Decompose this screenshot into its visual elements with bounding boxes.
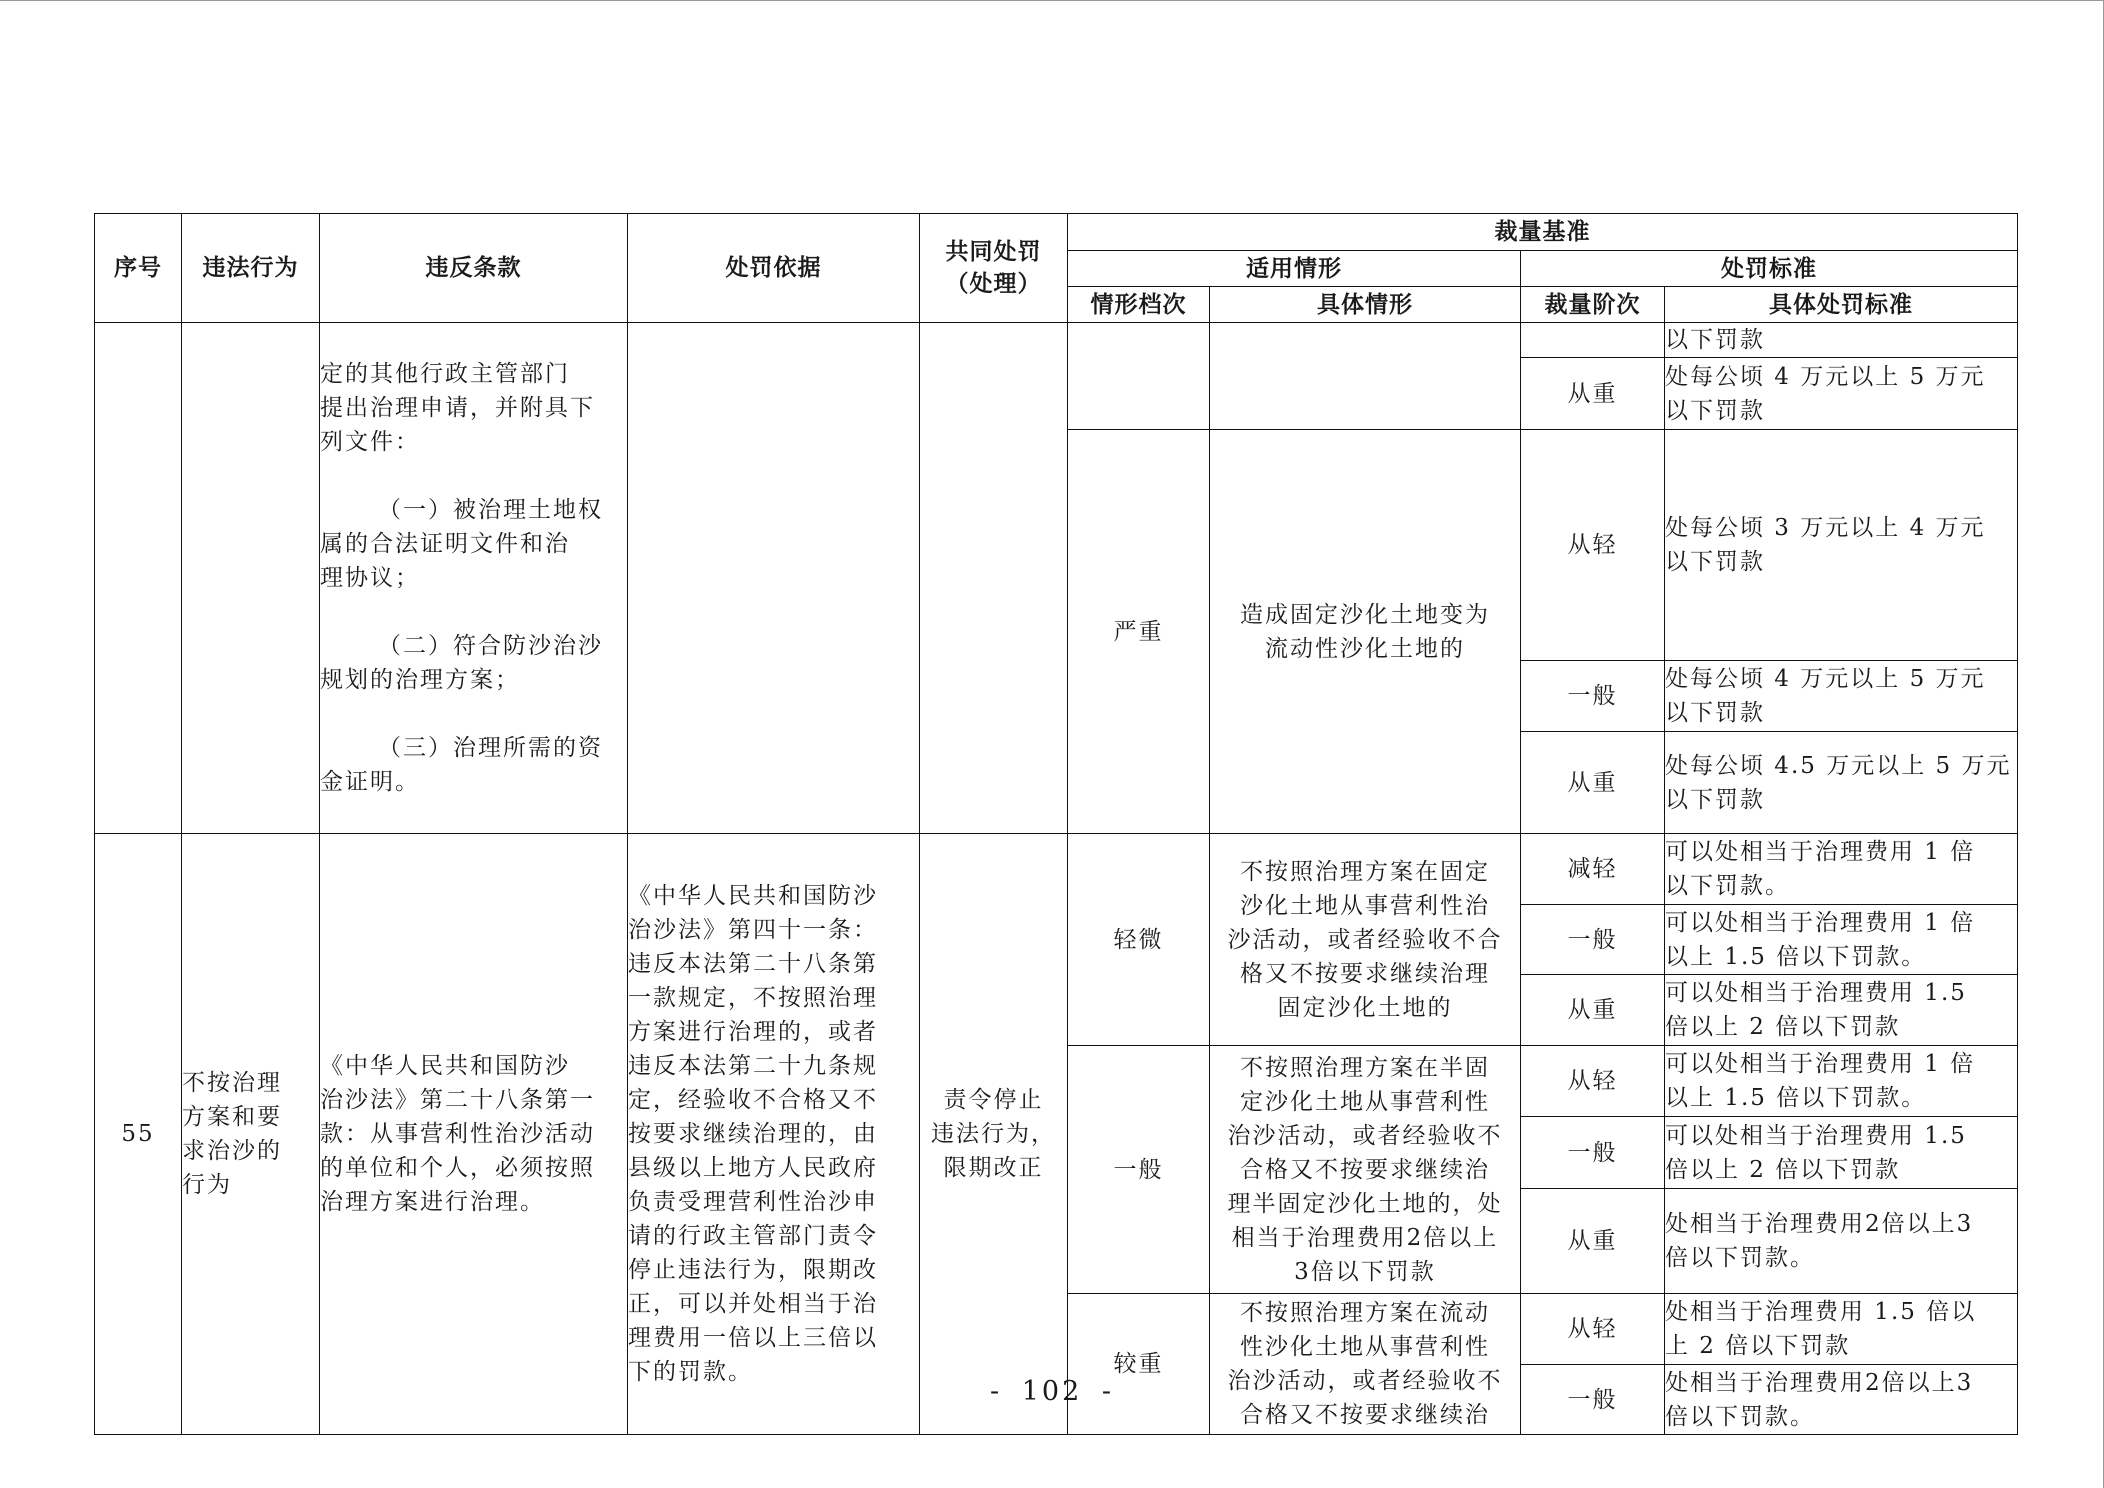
- standard-cell: 处每公顷 4.5 万元以上 5 万元 以下罚款: [1665, 732, 2018, 834]
- standard-cell: 以下罚款: [1665, 323, 2018, 358]
- header-applicable: 适用情形: [1068, 251, 1521, 287]
- item-55-violation: 不按治理 方案和要 求治沙的 行为: [182, 834, 320, 1435]
- standard-cell: 可以处相当于治理费用 1.5 倍以上 2 倍以下罚款: [1665, 975, 2018, 1046]
- grade-cell: 一般: [1521, 905, 1665, 975]
- grade-cell: 从轻: [1521, 430, 1665, 661]
- grade-cell: 一般: [1521, 661, 1665, 732]
- header-level: 情形档次: [1068, 287, 1210, 323]
- continued-index-cell: [95, 323, 182, 834]
- item-55-basis: 《中华人民共和国防沙 治沙法》第四十一条： 违反本法第二十八条第 一款规定，不按照治理 方案进行治理的，或者 违反本法第二十九条规 定，经验收不合格又不 按要求继续治理的，由 县级以上地方人民政府 负责受理营利性治沙申 请的行政主管部门责令 停止违法行为，限期改 正，可以并处相当于治 理费用一倍以上三倍以 下的罚款。: [628, 834, 920, 1435]
- continued-basis-cell: [628, 323, 920, 834]
- item-55-common-penalty: 责令停止 违法行为， 限期改正: [920, 834, 1068, 1435]
- grade-cell: 从轻: [1521, 1294, 1665, 1365]
- grade-cell: 从轻: [1521, 1046, 1665, 1117]
- standard-cell: 处每公顷 3 万元以上 4 万元 以下罚款: [1665, 430, 2018, 661]
- item-55-clause: 《中华人民共和国防沙 治沙法》第二十八条第一 款：从事营利性治沙活动 的单位和个人，必须按照 治理方案进行治理。: [320, 834, 628, 1435]
- penalty-discretion-table: [94, 213, 2018, 1435]
- header-index: 序号: [95, 214, 182, 323]
- situation-cell-serious: 不按照治理方案在流动 性沙化土地从事营利性 治沙活动，或者经验收不 合格又不按要求继续治: [1210, 1294, 1521, 1435]
- grade-cell: [1521, 323, 1665, 358]
- grade-cell: 一般: [1521, 1117, 1665, 1189]
- grade-cell: 从重: [1521, 975, 1665, 1046]
- level-cell-severe: 严重: [1068, 430, 1210, 834]
- level-cell-minor: 轻微: [1068, 834, 1210, 1046]
- continued-clause-paragraph: （一）被治理土地权 属的合法证明文件和治 理协议；: [320, 497, 603, 591]
- header-clause: 违反条款: [320, 214, 628, 323]
- header-situation: 具体情形: [1210, 287, 1521, 323]
- header-basis: 处罚依据: [628, 214, 920, 323]
- header-standard: 处罚标准: [1521, 251, 2018, 287]
- situation-cell-minor: 不按照治理方案在固定 沙化土地从事营利性治 沙活动，或者经验收不合 格又不按要求继续治理 固定沙化土地的: [1210, 834, 1521, 1046]
- grade-cell: 从重: [1521, 732, 1665, 834]
- continued-situation-cell: [1210, 323, 1521, 430]
- continued-level-cell: [1068, 323, 1210, 430]
- standard-cell: 处每公顷 4 万元以上 5 万元 以下罚款: [1665, 661, 2018, 732]
- standard-cell: 处相当于治理费用2倍以上3 倍以下罚款。: [1665, 1365, 2018, 1435]
- level-cell-serious: 较重: [1068, 1294, 1210, 1435]
- standard-cell: 可以处相当于治理费用 1.5 倍以上 2 倍以下罚款: [1665, 1117, 2018, 1189]
- standard-cell: 处每公顷 4 万元以上 5 万元 以下罚款: [1665, 358, 2018, 430]
- continued-violation-cell: [182, 323, 320, 834]
- continued-clause-cell: [320, 323, 628, 834]
- continued-common-cell: [920, 323, 1068, 834]
- header-detail: 具体处罚标准: [1665, 287, 2018, 323]
- situation-cell-severe: 造成固定沙化土地变为 流动性沙化土地的: [1210, 430, 1521, 834]
- header-common-penalty: 共同处罚 （处理）: [920, 214, 1068, 323]
- grade-cell: 减轻: [1521, 834, 1665, 905]
- standard-cell: 处相当于治理费用 1.5 倍以 上 2 倍以下罚款: [1665, 1294, 2018, 1365]
- continued-clause-paragraph: 定的其他行政主管部门 提出治理申请，并附具下 列文件：: [320, 361, 595, 455]
- grade-cell: 从重: [1521, 358, 1665, 430]
- continued-clause-paragraph: （二）符合防沙治沙 规划的治理方案；: [320, 633, 603, 693]
- standard-cell: 可以处相当于治理费用 1 倍 以上 1.5 倍以下罚款。: [1665, 905, 2018, 975]
- header-discretion: 裁量基准: [1068, 214, 2018, 251]
- situation-cell-general: 不按照治理方案在半固 定沙化土地从事营利性 治沙活动，或者经验收不 合格又不按要求继续治 理半固定沙化土地的，处 相当于治理费用2倍以上 3倍以下罚款: [1210, 1046, 1521, 1294]
- page-number: - 102 -: [990, 1376, 1114, 1407]
- standard-cell: 可以处相当于治理费用 1 倍 以下罚款。: [1665, 834, 2018, 905]
- continued-clause-paragraph: （三）治理所需的资 金证明。: [320, 735, 603, 795]
- standard-cell: 处相当于治理费用2倍以上3 倍以下罚款。: [1665, 1189, 2018, 1294]
- header-violation: 违法行为: [182, 214, 320, 323]
- standard-cell: 可以处相当于治理费用 1 倍 以上 1.5 倍以下罚款。: [1665, 1046, 2018, 1117]
- grade-cell: 从重: [1521, 1189, 1665, 1294]
- item-55-index: 55: [95, 834, 182, 1435]
- level-cell-general: 一般: [1068, 1046, 1210, 1294]
- grade-cell: 一般: [1521, 1365, 1665, 1435]
- header-grade: 裁量阶次: [1521, 287, 1665, 323]
